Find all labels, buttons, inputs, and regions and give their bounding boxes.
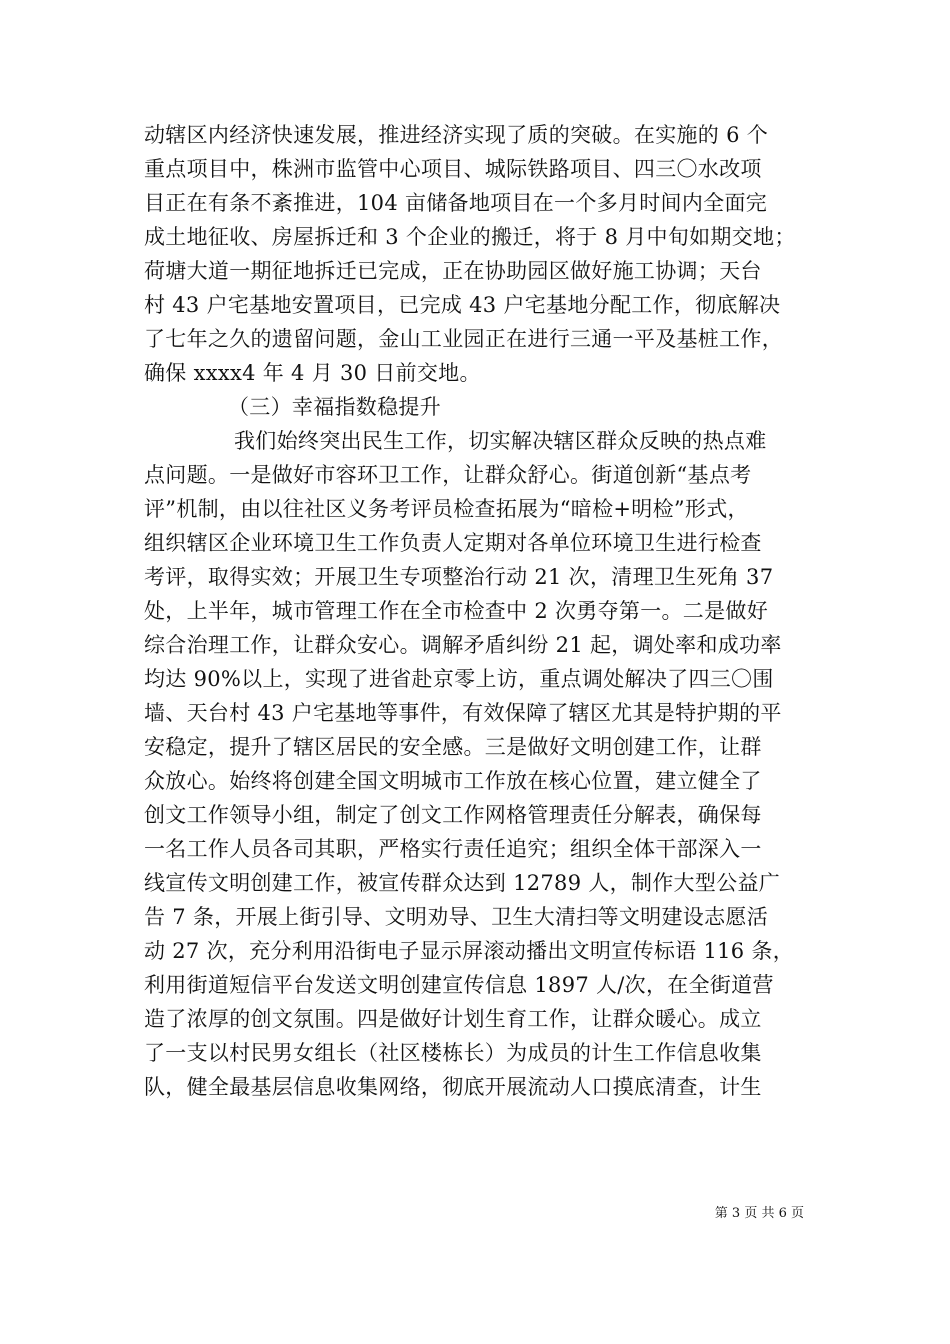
body-text [144,118,834,1104]
text-line: 创文工作领导小组，制定了创文工作网格管理责任分解表，确保每 [144,803,762,827]
text-line: 安稳定，提升了辖区居民的安全感。三是做好文明创建工作，让群 [144,735,762,759]
text-line: 一名工作人员各司其职，严格实行责任追究；组织全体干部深入一 [144,837,762,861]
text-line: 目正在有条不紊推进，104 亩储备地项目在一个多月时间内全面完 [144,191,768,215]
page-number-footer: 第 3 页 共 6 页 [714,1206,804,1221]
paragraph-first-line: 我们始终突出民生工作，切实解决辖区群众反映的热点难 [234,429,767,453]
text-line: 队，健全最基层信息收集网络，彻底开展流动人口摸底清查，计生 [144,1075,762,1099]
section-heading: （三）幸福指数稳提升 [228,395,441,419]
text-line: 告 7 条，开展上街引导、文明劝导、卫生大清扫等文明建设志愿活 [144,905,769,929]
text-line: 考评，取得实效；开展卫生专项整治行动 21 次，清理卫生死角 37 [144,565,774,589]
text-line: 动 27 次，充分利用沿街电子显示屏滚动播出文明宣传标语 116 条， [144,939,795,963]
text-line: 线宣传文明创建工作，被宣传群众达到 12789 人，制作大型公益广 [144,871,781,895]
text-line: 均达 90%以上，实现了进省赴京零上访，重点调处解决了四三〇围 [144,667,774,691]
text-line: 确保 xxxx4 年 4 月 30 日前交地。 [144,361,481,385]
text-line: 重点项目中，株洲市监管中心项目、城际铁路项目、四三〇水改项 [144,157,762,181]
text-line: 墙、天台村 43 户宅基地等事件，有效保障了辖区尤其是特护期的平 [144,701,782,725]
text-line: 村 43 户宅基地安置项目，已完成 43 户宅基地分配工作，彻底解决 [144,293,781,317]
text-line: 了一支以村民男女组长（社区楼栋长）为成员的计生工作信息收集 [144,1041,762,1065]
text-line: 荷塘大道一期征地拆迁已完成，正在协助园区做好施工协调；天台 [144,259,762,283]
text-line: 利用街道短信平台发送文明创建宣传信息 1897 人/次，在全街道营 [144,973,774,997]
text-line: 组织辖区企业环境卫生工作负责人定期对各单位环境卫生进行检查 [144,531,762,555]
text-line: 评”机制，由以往社区义务考评员检查拓展为“暗检+明检”形式， [144,497,749,521]
text-line: 了七年之久的遗留问题，金山工业园正在进行三通一平及基桩工作， [144,327,783,351]
text-line: 众放心。始终将创建全国文明城市工作放在核心位置，建立健全了 [144,769,762,793]
text-line: 动辖区内经济快速发展，推进经济实现了质的突破。在实施的 6 个 [144,123,769,147]
text-line: 综合治理工作，让群众安心。调解矛盾纠纷 21 起，调处率和成功率 [144,633,782,657]
text-line: 点问题。一是做好市容环卫工作，让群众舒心。街道创新“基点考 [144,463,752,487]
text-line: 造了浓厚的创文氛围。四是做好计划生育工作，让群众暖心。成立 [144,1007,762,1031]
text-line: 处，上半年，城市管理工作在全市检查中 2 次勇夺第一。二是做好 [144,599,769,623]
text-line: 成土地征收、房屋拆迁和 3 个企业的搬迁，将于 8 月中旬如期交地； [144,225,796,249]
